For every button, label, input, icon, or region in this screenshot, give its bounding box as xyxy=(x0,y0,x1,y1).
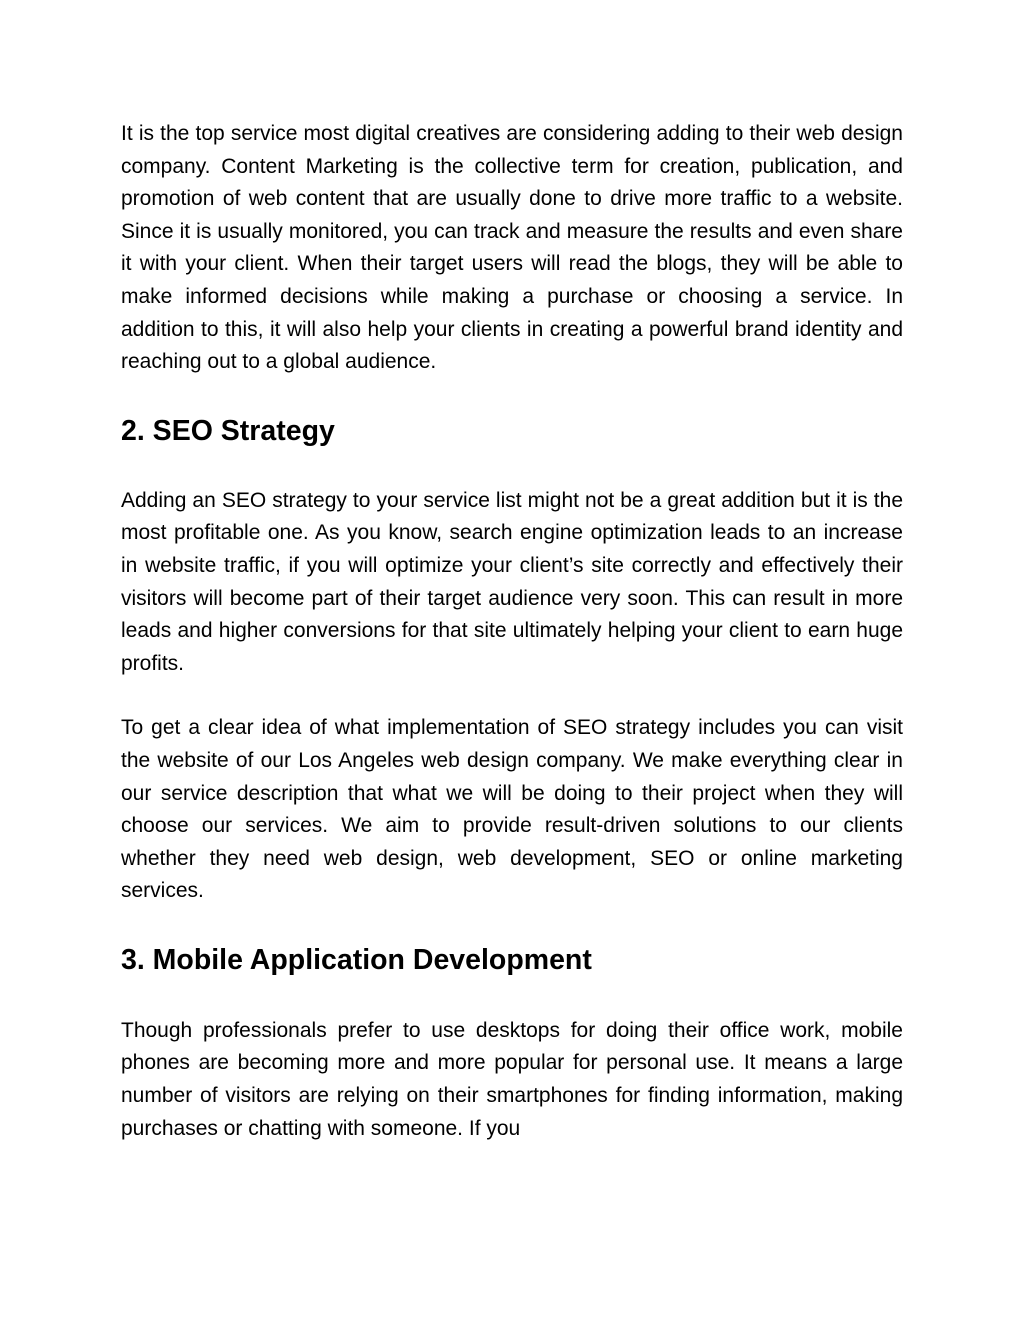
document-page xyxy=(121,118,903,1145)
heading-seo-strategy: 2. SEO Strategy xyxy=(121,414,335,447)
paragraph-mobile-app-development: Though professionals prefer to use desktops for doing their office work, mobile phones are becoming more and more popular for personal use. It means a large number of visitors are relying on their smartphones for finding information, making purchases or chatting with someone. If you xyxy=(121,1018,903,1140)
heading-mobile-app-development: 3. Mobile Application Development xyxy=(121,943,592,976)
paragraph-content-marketing: It is the top service most digital creatives are considering adding to their web design company. Content Marketing is the collective term for creation, publication, and promotion of web content that are usually done to drive more traffic to a website. Since it is usually monitored, you can track and measure the results and even share it with your client. When their target users will read the blogs, they will be able to make informed decisions while making a purchase or choosing a service. In addition to this, it will also help your clients in creating a powerful brand identity and reaching out to a global audience. xyxy=(121,122,903,374)
paragraph-seo-implementation: To get a clear idea of what implementation of SEO strategy includes you can visit the website of our Los Angeles web design company. We make everything clear in our service description that what we will be doing to their project when they will choose our services. We aim to provide result-driven solutions to our clients whether they need web design, web development, SEO or online marketing services. xyxy=(121,716,903,903)
paragraph-seo-strategy: Adding an SEO strategy to your service list might not be a great addition but it is the most profitable one. As you know, search engine optimization leads to an increase in website traffic, if you will optimize your client’s site correctly and effectively their visitors will become part of their target audience very soon. This can result in more leads and higher conversions for that site ultimately helping your client to earn huge profits. xyxy=(121,488,903,675)
